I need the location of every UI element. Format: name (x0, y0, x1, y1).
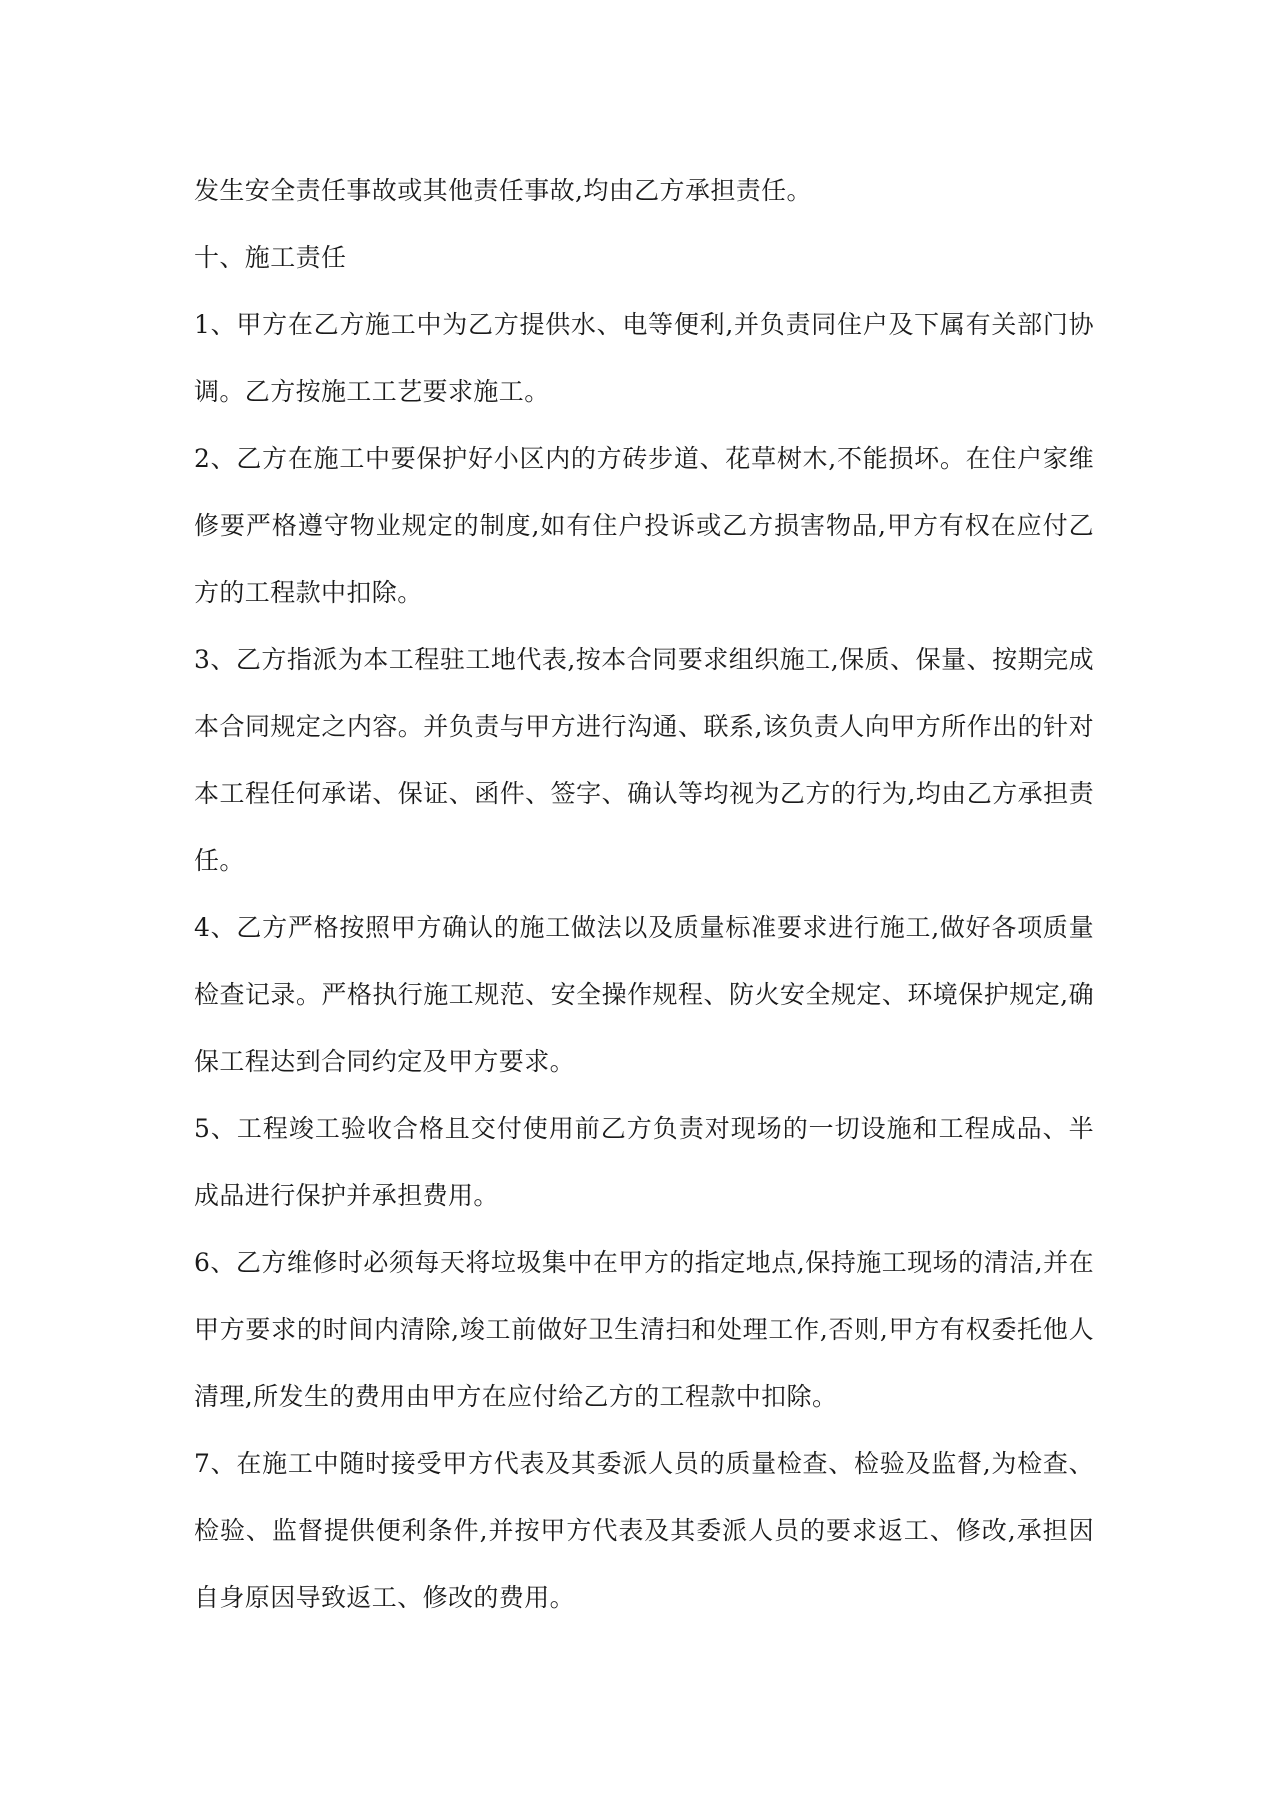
clause-6: 6、乙方维修时必须每天将垃圾集中在甲方的指定地点,保持施工现场的清洁,并在甲方要求的时间内清除,竣工前做好卫生清扫和处理工作,否则,甲方有权委托他人清理,所发生的费用由甲方在应付给乙方的工程款中扣除。 (194, 1248, 1094, 1411)
clause-4: 4、乙方严格按照甲方确认的施工做法以及质量标准要求进行施工,做好各项质量检查记录。严格执行施工规范、安全操作规程、防火安全规定、环境保护规定,确保工程达到合同约定及甲方要求。 (194, 913, 1094, 1076)
paragraph-continuation: 发生安全责任事故或其他责任事故,均由乙方承担责任。 (194, 176, 812, 205)
clause-1: 1、甲方在乙方施工中为乙方提供水、电等便利,并负责同住户及下属有关部门协调。乙方按施工工艺要求施工。 (194, 310, 1094, 406)
section-heading: 十、施工责任 (194, 243, 347, 272)
clause-7: 7、在施工中随时接受甲方代表及其委派人员的质量检查、检验及监督,为检查、检验、监督提供便利条件,并按甲方代表及其委派人员的要求返工、修改,承担因自身原因导致返工、修改的费用。 (194, 1449, 1094, 1612)
clause-3: 3、乙方指派为本工程驻工地代表,按本合同要求组织施工,保质、保量、按期完成本合同规定之内容。并负责与甲方进行沟通、联系,该负责人向甲方所作出的针对本工程任何承诺、保证、函件、签字、确认等均视为乙方的行为,均由乙方承担责任。 (194, 645, 1094, 875)
document-body (194, 157, 1094, 1631)
clause-5: 5、工程竣工验收合格且交付使用前乙方负责对现场的一切设施和工程成品、半成品进行保护并承担费用。 (194, 1114, 1094, 1210)
clause-2: 2、乙方在施工中要保护好小区内的方砖步道、花草树木,不能损坏。在住户家维修要严格遵守物业规定的制度,如有住户投诉或乙方损害物品,甲方有权在应付乙方的工程款中扣除。 (194, 444, 1094, 607)
